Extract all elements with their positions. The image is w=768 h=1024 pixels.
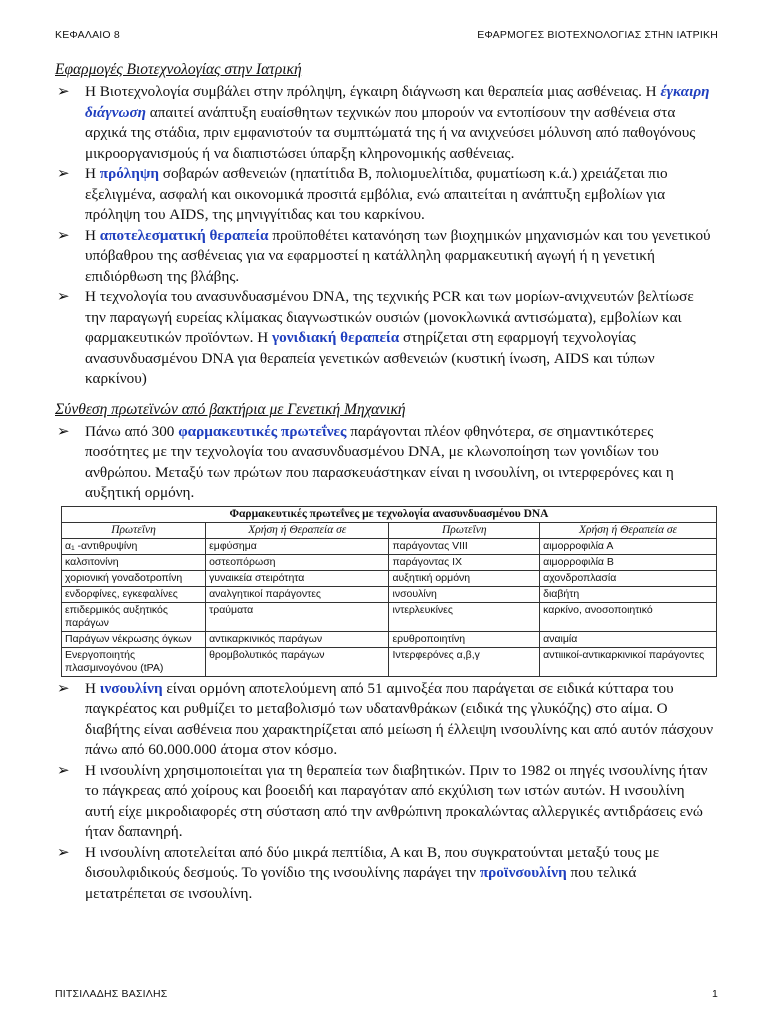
arrow-bullet-icon: ➢ <box>57 423 70 440</box>
table-cell: ερυθροποιητίνη <box>389 631 540 647</box>
highlight-term: φαρμακευτικές πρωτεΐνες <box>178 422 347 440</box>
table-row <box>62 602 717 631</box>
highlight-term: αποτελεσματική θεραπεία <box>99 226 269 244</box>
column-header: Χρήση ή Θεραπεία σε <box>540 522 717 538</box>
table-cell: επιδερμικός αυξητικός παράγων <box>62 602 206 631</box>
table-cell: ιντερλευκίνες <box>389 602 540 631</box>
column-header: Πρωτεΐνη <box>62 522 206 538</box>
pharmaceutical-proteins-table <box>61 506 717 677</box>
table-cell: αιμορροφιλία Α <box>540 538 717 554</box>
table-cell: παράγοντας VIII <box>389 538 540 554</box>
table-cell: καρκίνο, ανοσοποιητικό <box>540 602 717 631</box>
table-cell: ενδορφίνες, εγκεφαλίνες <box>62 586 206 602</box>
table-cell: αντιιικοί-αντικαρκινικοί παράγοντες <box>540 647 717 676</box>
table-cell: αναλγητικοί παράγοντες <box>206 586 389 602</box>
table-row <box>62 538 717 554</box>
list-item: ➢ Η ινσουλίνη αποτελείται από δύο μικρά πεπτίδια, Α και Β, που συγκρατούνται μεταξύ τους με δισουλφιδικούς δεσμούς. Το γονίδιο της ινσουλίνης παράγει την προϊνσουλίνη που τελικά μετατρέπεται σε ινσουλίνη. <box>57 843 660 902</box>
table-cell: αιμορροφιλία Β <box>540 554 717 570</box>
column-header: Χρήση ή Θεραπεία σε <box>206 522 389 538</box>
table-cell: θρομβολυτικός παράγων <box>206 647 389 676</box>
table-cell: ινσουλίνη <box>389 586 540 602</box>
table-cell: τραύματα <box>206 602 389 631</box>
arrow-bullet-icon: ➢ <box>57 289 70 305</box>
arrow-bullet-icon: ➢ <box>57 227 70 244</box>
table-cell: Ιντερφερόνες α,β,γ <box>389 647 540 676</box>
list-item: ➢ Η πρόληψη σοβαρών ασθενειών (ηπατίτιδα Β, πολιομυελίτιδα, φυματίωση κ.ά.) χρειάζεται πιο εξελιγμένα, ασφαλή και οικονομικά προσιτά εμβόλια, ενώ απαιτείται η ανάπτυξη εμβολίων για πρόληψη του AIDS, της μηνιγγίτιδας και του καρκίνου. <box>57 165 668 223</box>
list-item: ➢ Η ινσουλίνη χρησιμοποιείται για τη θεραπεία των διαβητικών. Πριν το 1982 οι πηγές ινσουλίνης ήταν το πάγκρεας από χοίρους και βοοειδή και παραγόταν από εκχύλιση των ιστών αυτών. Η ινσουλίνη αυτή είχε μικροδιαφορές στη σύσταση από την ανθρώπινη προκαλώντας αλλεργικές αντιδράσεις ενώ ήταν δαπανηρή. <box>57 761 708 840</box>
list-item: ➢ Πάνω από 300 φαρμακευτικές πρωτεΐνες παράγονται πλέον φθηνότερα, σε σημαντικότερες ποσότητες με την τεχνολογία του ανασυνδυασμένου DNA, με κλωνοποίηση των γονιδίων του ανθρώπου. Μεταξύ των πρώτων που παρασκευάστηκαν είναι η ινσουλίνη, οι ιντερφερόνες και η αυξητική ορμόνη. <box>57 422 674 501</box>
table-cell: καλσιτονίνη <box>62 554 206 570</box>
table-caption: Φαρμακευτικές πρωτεΐνες με τεχνολογία ανασυνδυασμένου DNA <box>62 506 717 522</box>
table-cell: οστεοπόρωση <box>206 554 389 570</box>
table-cell: Παράγων νέκρωσης όγκων <box>62 631 206 647</box>
table-row <box>62 631 717 647</box>
arrow-bullet-icon: ➢ <box>57 166 70 182</box>
page-number: 1 <box>711 988 718 1000</box>
page-content <box>55 60 715 904</box>
arrow-bullet-icon: ➢ <box>57 680 70 697</box>
list-item: ➢ Η ινσουλίνη είναι ορμόνη αποτελούμενη από 51 αμινοξέα που παράγεται σε ειδικά κύτταρα του παγκρέατος και ρυθμίζει το μεταβολισμό των υδατανθράκων (ειδικά της γλυκόζης) στο αίμα. Ο διαβήτης είναι ασθένεια που χαρακτηρίζεται από μείωση ή έλλειψη ινσουλίνης και από αυτόν πάσχουν πάνω από 60.000.000 άτομα στον κόσμο. <box>57 679 714 758</box>
bullet-list-applications <box>55 82 715 390</box>
table-cell: α₁ -αντιθρυψίνη <box>62 538 206 554</box>
list-item: ➢ Η αποτελεσματική θεραπεία προϋποθέτει κατανόηση των βιοχημικών μηχανισμών και του γενετικού υπόβαθρου της ασθένειας για να εφαρμοστεί η κατάλληλη φαρμακευτική αγωγή ή η γενετική επιδιόρθωση της βλάβης. <box>57 226 711 285</box>
table-row <box>62 647 717 676</box>
chapter-title: ΕΦΑΡΜΟΓΕΣ ΒΙΟΤΕΧΝΟΛΟΓΙΑΣ ΣΤΗΝ ΙΑΤΡΙΚΗ <box>477 29 718 41</box>
table-cell: Ενεργοποιητής πλασμινογόνου (tPA) <box>62 647 206 676</box>
table-cell: αυξητική ορμόνη <box>389 570 540 586</box>
table-row <box>62 570 717 586</box>
arrow-bullet-icon: ➢ <box>57 762 70 779</box>
highlight-term: προϊνσουλίνη <box>479 864 567 881</box>
chapter-label: ΚΕΦΑΛΑΙΟ 8 <box>55 29 120 41</box>
bullet-list-proteins <box>55 422 715 504</box>
bullet-list-insulin <box>55 679 715 905</box>
table-cell: αχονδροπλασία <box>540 570 717 586</box>
list-item: ➢ Η Βιοτεχνολογία συμβάλει στην πρόληψη, έγκαιρη διάγνωση και θεραπεία μιας ασθένειας. Η έγκαιρη διάγνωση απαιτεί ανάπτυξη ευαίσθητων τεχνικών που μπορούν να εντοπίσουν την ασθένεια στα αρχικά της στάδια, πριν εμφανιστούν τα συμπτώματά της ή να ανιχνεύσει μόλυνση από παθογόνους μικροοργανισμούς ή να διαπιστώσει ύπαρξη κληρονομικής ασθένειας. <box>57 83 710 162</box>
table-cell: εμφύσημα <box>206 538 389 554</box>
table-row <box>62 586 717 602</box>
table-cell: διαβήτη <box>540 586 717 602</box>
arrow-bullet-icon: ➢ <box>57 844 70 861</box>
author-name: ΠΙΤΣΙΛΑΔΗΣ ΒΑΣΙΛΗΣ <box>55 988 168 1000</box>
table-body <box>62 538 717 676</box>
highlight-term: ινσουλίνη <box>99 679 163 697</box>
section-title-protein-synthesis: Σύνθεση πρωτεϊνών από βακτήρια με Γενετική Μηχανική <box>55 400 406 418</box>
table-cell: αναιμία <box>540 631 717 647</box>
table-cell: παράγοντας IX <box>389 554 540 570</box>
highlight-term: γονιδιακή θεραπεία <box>272 329 400 346</box>
arrow-bullet-icon: ➢ <box>57 84 70 100</box>
table-cell: χοριονική γοναδοτροπίνη <box>62 570 206 586</box>
column-header: Πρωτεΐνη <box>389 522 540 538</box>
list-item: ➢ Η τεχνολογία του ανασυνδυασμένου DNA, της τεχνικής PCR και των μορίων-ανιχνευτών βελτίωσε την παραγωγή ευρείας κλίμακας διαγνωστικών ουσιών (μονοκλωνικά αντισώματα), εμβολίων και φαρμακευτικών προϊόντων. Η γονιδιακή θεραπεία στηρίζεται στη εφαρμογή τεχνολογίας ανασυνδυασμένου DNA για θεραπεία γενετικών ασθενειών (κυστική ίνωση, AIDS και τύπων καρκίνου) <box>57 288 694 387</box>
highlight-term: έγκαιρη διάγνωση <box>85 83 710 121</box>
table-cell: αντικαρκινικός παράγων <box>206 631 389 647</box>
page-footer <box>55 988 718 1000</box>
page-header <box>55 29 718 41</box>
table-cell: γυναικεία στειρότητα <box>206 570 389 586</box>
highlight-term: πρόληψη <box>99 165 159 182</box>
table-row <box>62 554 717 570</box>
section-title-applications: Εφαρμογές Βιοτεχνολογίας στην Ιατρική <box>55 61 302 78</box>
